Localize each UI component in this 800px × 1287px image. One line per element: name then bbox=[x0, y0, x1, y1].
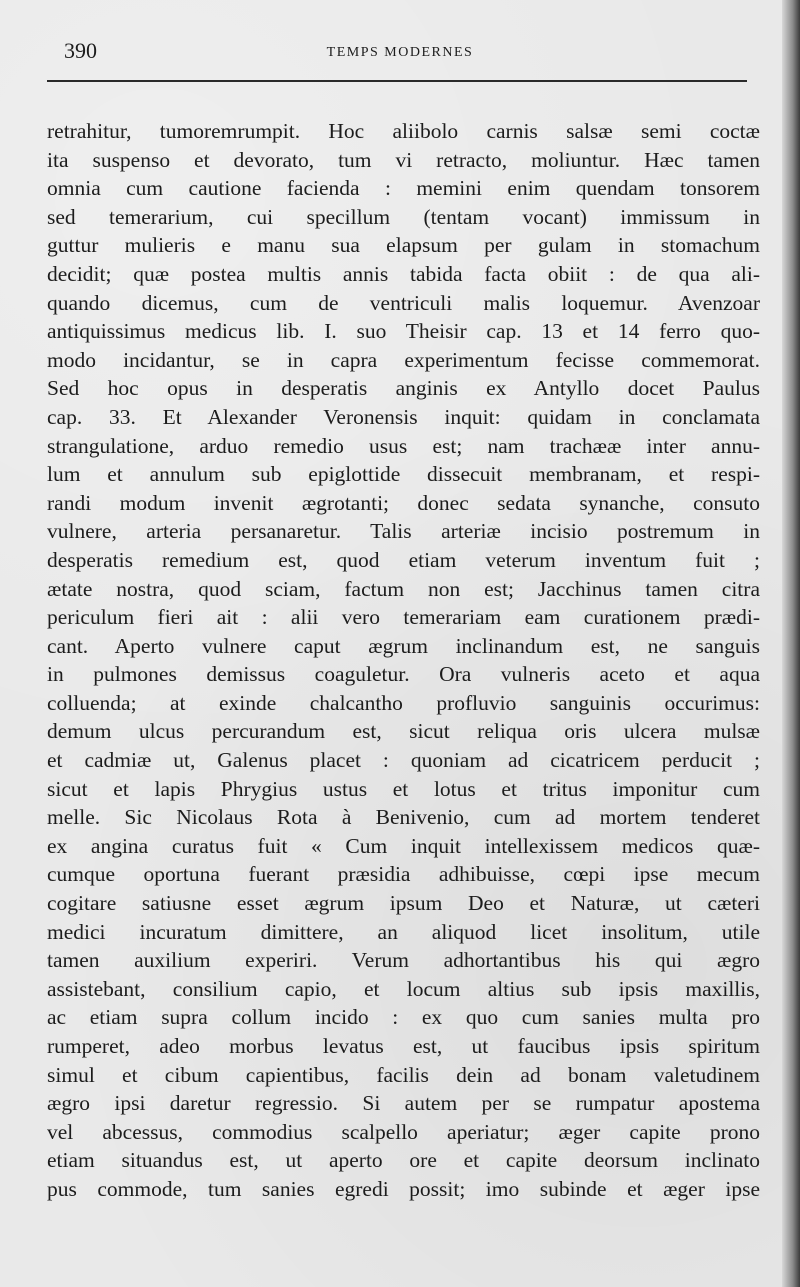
text-line: medici incuratum dimittere, an aliquod licet insolitum, utile bbox=[47, 919, 760, 944]
text-line: modo incidantur, se in capra experimentum fecisse commemorat. bbox=[47, 347, 760, 372]
text-line: etiam situandus est, ut aperto ore et capite deorsum inclinato bbox=[47, 1148, 760, 1173]
text-line: tamen auxilium experiri. Verum adhortantibus his qui ægro bbox=[47, 948, 760, 973]
text-line: antiquissimus medicus lib. I. suo Theisir cap. 13 et 14 ferro quo- bbox=[47, 319, 760, 344]
text-line: lum et annulum sub epiglottide dissecuit membranam, et respi- bbox=[47, 462, 760, 487]
text-line: ac etiam supra collum incido : ex quo cum sanies multa pro bbox=[47, 1005, 760, 1030]
text-line: rumperet, adeo morbus levatus est, ut faucibus ipsis spiritum bbox=[47, 1034, 760, 1058]
text-line: simul et cibum capientibus, facilis dein ad bonam valetudinem bbox=[47, 1062, 760, 1087]
text-line: decidit; quæ postea multis annis tabida facta obiit : de qua ali- bbox=[47, 261, 760, 286]
text-line: melle. Sic Nicolaus Rota à Benivenio, cum ad mortem tenderet bbox=[47, 805, 760, 830]
text-line: quando dicemus, cum de ventriculi malis loquemur. Avenzoar bbox=[47, 290, 760, 315]
text-line: retrahitur, tumoremrumpit. Hoc aliibolo carnis salsæ semi coctæ bbox=[47, 119, 760, 143]
text-line: sicut et lapis Phrygius ustus et lotus et tritus imponitur cum bbox=[47, 776, 760, 801]
text-line: omnia cum cautione facienda : memini enim quendam tonsorem bbox=[47, 176, 760, 201]
text-line: colluenda; at exinde chalcantho profluvio sanguinis occurimus: bbox=[47, 690, 760, 715]
text-line: in pulmones demissus coaguletur. Ora vulneris aceto et aqua bbox=[47, 662, 760, 687]
page-header bbox=[0, 0, 800, 90]
text-line: sed temerarium, cui specillum (tentam vocant) immissum in bbox=[47, 204, 760, 229]
text-line: strangulatione, arduo remedio usus est; nam trachææ inter annu- bbox=[47, 433, 760, 458]
text-line: pus commode, tum sanies egredi possit; imo subinde et æger ipse bbox=[47, 1176, 760, 1201]
text-line: periculum fieri ait : alii vero temerariam eam curationem prædi- bbox=[47, 605, 760, 630]
text-line: ætate nostra, quod sciam, factum non est; Jacchinus tamen citra bbox=[47, 576, 760, 601]
text-line: ægro ipsi daretur regressio. Si autem per se rumpatur apostema bbox=[47, 1091, 760, 1116]
text-line: ex angina curatus fuit « Cum inquit intellexissem medicos quæ- bbox=[47, 833, 760, 858]
text-line: guttur mulieris e manu sua elapsum per gulam in stomachum bbox=[47, 233, 760, 258]
text-line: vel abcessus, commodius scalpello aperiatur; æger capite prono bbox=[47, 1119, 760, 1144]
text-line: demum ulcus percurandum est, sicut reliqua oris ulcera mulsæ bbox=[47, 719, 760, 744]
text-line: Sed hoc opus in desperatis anginis ex Antyllo docet Paulus bbox=[47, 376, 760, 401]
text-line: cap. 33. Et Alexander Veronensis inquit: quidam in conclamata bbox=[47, 404, 760, 429]
text-line: desperatis remedium est, quod etiam veterum inventum fuit ; bbox=[47, 547, 760, 572]
page-number: 390 bbox=[64, 38, 97, 63]
text-line: ita suspenso et devorato, tum vi retracto, moliuntur. Hæc tamen bbox=[47, 147, 760, 172]
text-line: cogitare satiusne esset ægrum ipsum Deo et Naturæ, ut cæteri bbox=[47, 891, 760, 916]
text-line: et cadmiæ ut, Galenus placet : quoniam ad cicatricem perducit ; bbox=[47, 748, 760, 773]
text-line: vulnere, arteria persanaretur. Talis arteriæ incisio postremum in bbox=[47, 519, 760, 544]
page-edge-shadow bbox=[782, 0, 800, 1287]
text-line: cant. Aperto vulnere caput ægrum inclinandum est, ne sanguis bbox=[47, 633, 760, 658]
running-title: TEMPS MODERNES bbox=[326, 45, 474, 60]
text-line: randi modum invenit ægrotanti; donec sedata synanche, consuto bbox=[47, 490, 760, 515]
body-text bbox=[47, 117, 760, 1204]
header-rule bbox=[47, 80, 747, 82]
text-line: assistebant, consilium capio, et locum altius sub ipsis maxillis, bbox=[47, 976, 760, 1001]
text-line: cumque oportuna fuerant præsidia adhibuisse, cœpi ipse mecum bbox=[47, 862, 760, 887]
